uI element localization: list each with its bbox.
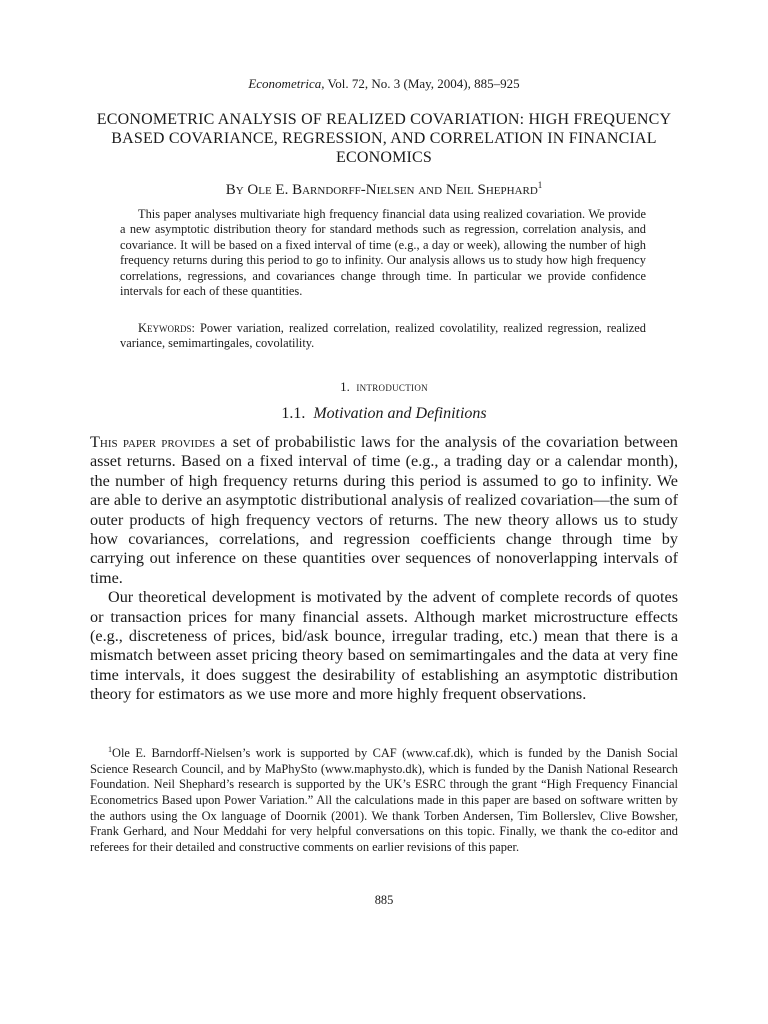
subsection-number: 1.1. [281,405,306,422]
author-line [90,180,678,199]
author-names: By Ole E. Barndorff-Nielsen and Neil Shephard [225,182,538,198]
author-footnote-mark[interactable]: 1 [537,180,543,190]
footnote-mark: 1 [108,745,112,754]
abstract: This paper analyses multivariate high frequency financial data using realized covariation. We provide a new asymptotic distribution theory for standard methods such as regression, correlation analysis, and covariance. It will be based on a fixed interval of time (e.g., a day or week), allowing the number of high frequency returns during this period to go to infinity. Our analysis allows us to study how high frequency correlations, regressions, and covariances change through time. In particular we provide confidence intervals for each of these quantities. [120,207,646,299]
paper-page [90,0,678,1024]
body-paragraph: Our theoretical development is motivated by the advent of complete records of quotes or transaction prices for many financial assets. Although market microstructure effects (e.g., discreteness of prices, bid/ask bounce, irregular trading, etc.) mean that there is a mismatch between asset pricing theory based on semimartingales and the data at very fine time intervals, it does suggest the desirability of establishing an asymptotic distribution theory for estimators as we use more and more highly frequent observations. [90,588,678,704]
section-title: introduction [356,379,428,394]
paragraph-lead-in: This paper provides [90,433,216,451]
paragraph-text: a set of probabilistic laws for the analysis of the covariation between asset returns. Based on a fixed interval of time (e.g., a trading day or a calendar month), the number of high frequency returns during this period is assumed to go to infinity. We are able to derive an asymptotic distributional analysis of realized covariation—the sum of outer products of high frequency vectors of returns. The new theory allows us to study how covariances, correlations, and regression coefficients change through time by carrying out inference on these quantities over sequences of nonoverlapping intervals of time. [90,433,678,587]
journal-citation [90,76,678,92]
body-paragraph [90,433,678,588]
subsection-heading [90,405,678,423]
keywords-label: Keywords: [138,321,195,335]
body-text [90,433,678,705]
page-number: 885 [374,893,394,907]
journal-name: Econometrica [248,76,322,91]
section-number: 1. [340,379,350,394]
keywords-list: Power variation, realized correlation, realized covolatility, realized regression, realized variance, semimartingales, covolatility. [120,321,646,351]
keywords [120,321,646,352]
footnote [90,742,678,855]
journal-volume-info: , Vol. 72, No. 3 (May, 2004), 885–925 [321,76,520,91]
footnote-text: Ole E. Barndorff-Nielsen’s work is supported by CAF (www.caf.dk), which is funded by the Danish Social Science Research Council, and by MaPhySto (www.maphysto.dk), which is funded by the Danish National Research Foundation. Neil Shephard’s research is supported by the UK’s ESRC through the grant “High Frequency Financial Econometrics Based upon Power Variation.” All the calculations made in this paper are based on software written by the authors using the Ox language of Doornik (2001). We thank Torben Andersen, Tim Bollerslev, Clive Bowsher, Frank Gerhard, and Nour Meddahi for very helpful conversations on this topic. Finally, we thank the co-editor and referees for their detailed and constructive comments on earlier revisions of this paper. [90,746,678,854]
subsection-title: Motivation and Definitions [313,405,487,422]
paper-title: ECONOMETRIC ANALYSIS OF REALIZED COVARIATION: HIGH FREQUENCY BASED COVARIANCE, REGRESSION, AND CORRELATION IN FINANCIAL ECONOMICS [96,111,672,166]
section-heading [90,379,678,395]
